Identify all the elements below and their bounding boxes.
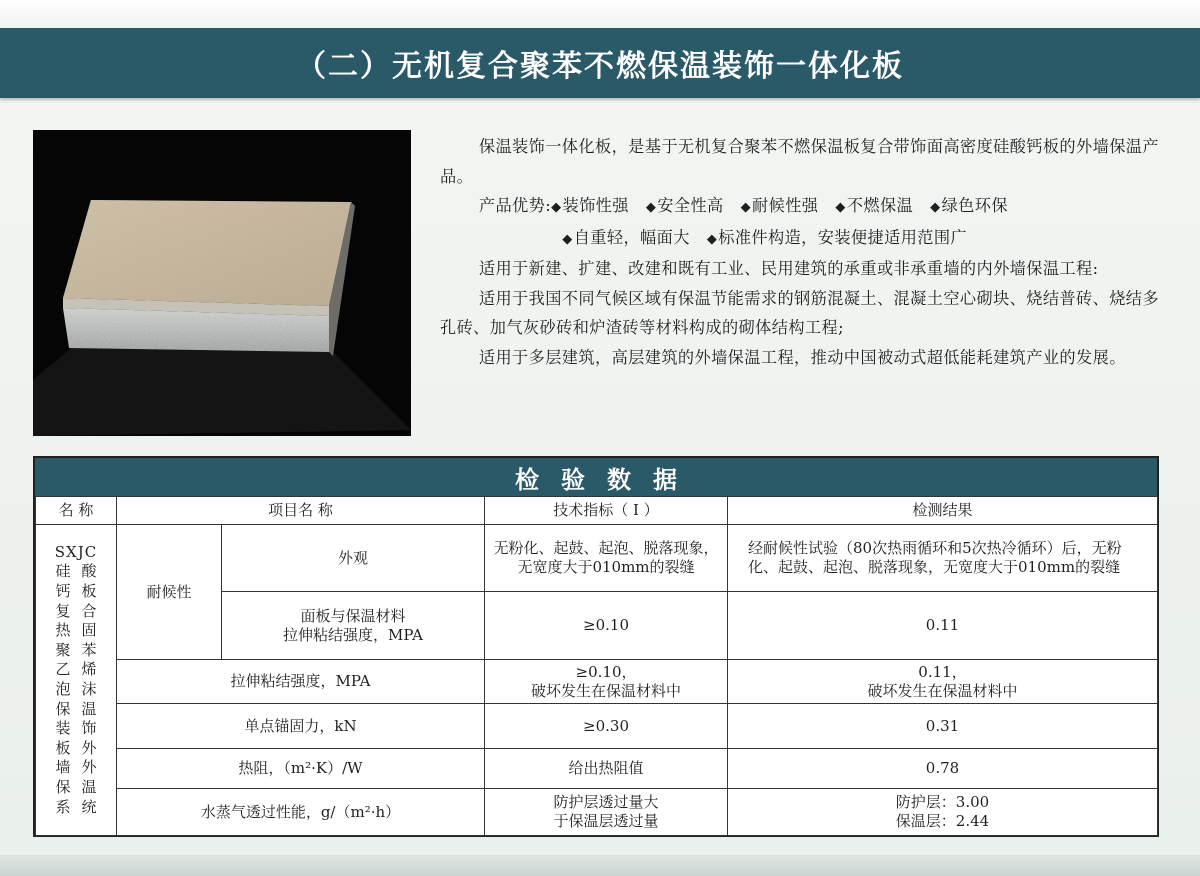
- diamond-bullet-icon: ◆: [930, 200, 941, 215]
- spec-cell: 给出热阻值: [485, 749, 728, 789]
- table-row: [36, 789, 1158, 836]
- diamond-bullet-icon: ◆: [706, 231, 718, 247]
- result-cell: 0.78: [728, 749, 1158, 789]
- bottom-band: [0, 855, 1200, 876]
- result-cell: 0.11， 破坏发生在保温材料中: [728, 660, 1158, 704]
- header-item: 项目名 称: [117, 497, 485, 525]
- item-cell: 面板与保温材料 拉伸粘结强度，MPA: [222, 592, 485, 660]
- spec-cell: ≥0.10， 破坏发生在保温材料中: [485, 660, 728, 704]
- advantage-item: ◆不燃保温: [835, 196, 914, 215]
- result-cell: 0.11: [728, 592, 1158, 660]
- advantages-row-2: [440, 223, 1162, 255]
- advantage-item: ◆装饰性强: [551, 196, 629, 215]
- header-spec: 技术指标（ I ）: [485, 497, 728, 525]
- application-paragraph-3: 适用于多层建筑，高层建筑的外墙保温工程，推动中国被动式超低能耗建筑产业的发展。: [478, 347, 1126, 367]
- table-row: [36, 660, 1158, 704]
- page-title: （二）无机复合聚苯不燃保温装饰一体化板: [296, 49, 904, 84]
- product-name-cell: [36, 525, 117, 836]
- advantages-label: 产品优势:: [478, 196, 552, 215]
- data-table: [35, 496, 1158, 836]
- header-bar: [0, 28, 1200, 98]
- item-cell: 水蒸气透过性能，g/（m²·h）: [117, 789, 485, 836]
- item-cell: 拉伸粘结强度，MPA: [117, 660, 485, 704]
- advantage-item: ◆绿色环保: [930, 196, 1008, 215]
- spec-cell: ≥0.10: [485, 592, 728, 660]
- spec-cell: 无粉化、起鼓、起泡、脱落现象，无宽度大于010mm的裂缝: [485, 525, 728, 592]
- result-cell: 经耐候性试验（80次热雨循环和5次热冷循环）后，无粉化、起鼓、起泡、脱落现象，无宽度大于010mm的裂缝: [728, 525, 1158, 592]
- advantage-item: ◆耐候性强: [740, 196, 819, 215]
- table-row: [36, 749, 1158, 789]
- table-title: 检验数据: [35, 458, 1157, 496]
- diamond-bullet-icon: ◆: [562, 231, 573, 247]
- product-description: [440, 132, 1162, 372]
- table-row: [36, 704, 1158, 749]
- diamond-bullet-icon: ◆: [835, 200, 846, 215]
- advantage-item: ◆自重轻，幅面大: [562, 227, 690, 247]
- top-band: [0, 0, 1200, 28]
- item-cell: 热阻，（m²·K）/W: [117, 749, 485, 789]
- result-cell: 防护层：3.00 保温层：2.44: [728, 789, 1158, 836]
- spec-cell: 防护层透过量大 于保温层透过量: [485, 789, 728, 836]
- advantages-row-1: [440, 191, 1162, 223]
- diamond-bullet-icon: ◆: [645, 200, 657, 215]
- advantage-item: ◆标准件构造，安装便捷适用范围广: [706, 227, 968, 247]
- advantage-item: ◆安全性高: [645, 196, 724, 215]
- table-header-row: [36, 497, 1158, 525]
- diamond-bullet-icon: ◆: [740, 200, 752, 215]
- product-photo: [33, 130, 411, 436]
- intro-paragraph: 保温装饰一体化板，是基于无机复合聚苯不燃保温板复合带饰面高密度硅酸钙板的外墙保温产品。: [440, 137, 1159, 186]
- diamond-bullet-icon: ◆: [551, 200, 562, 215]
- spec-cell: ≥0.30: [485, 704, 728, 749]
- table-row: [36, 525, 1158, 592]
- application-paragraph-2: 适用于我国不同气候区域有保温节能需求的钢筋混凝土、混凝土空心砌块、烧结普砖、烧结多孔砖、加气灰砂砖和炉渣砖等材料构成的砌体结构工程;: [440, 288, 1159, 337]
- result-cell: 0.31: [728, 704, 1158, 749]
- header-name: 名 称: [36, 497, 117, 525]
- item-cell: 单点锚固力，kN: [117, 704, 485, 749]
- inspection-data-table: [33, 456, 1159, 837]
- item-cell: 外观: [222, 525, 485, 592]
- product-name: SXJC 硅 酸 钙 板 复 合 热 固 聚 苯 乙 烯 泡 沫 保 温 装 饰 板 外 墙 外 保 温 系 统: [54, 542, 98, 816]
- header-result: 检测结果: [728, 497, 1158, 525]
- weather-group-cell: 耐候性: [117, 525, 222, 660]
- application-paragraph-1: 适用于新建、扩建、改建和既有工业、民用建筑的承重或非承重墙的内外墙保温工程:: [478, 259, 1099, 278]
